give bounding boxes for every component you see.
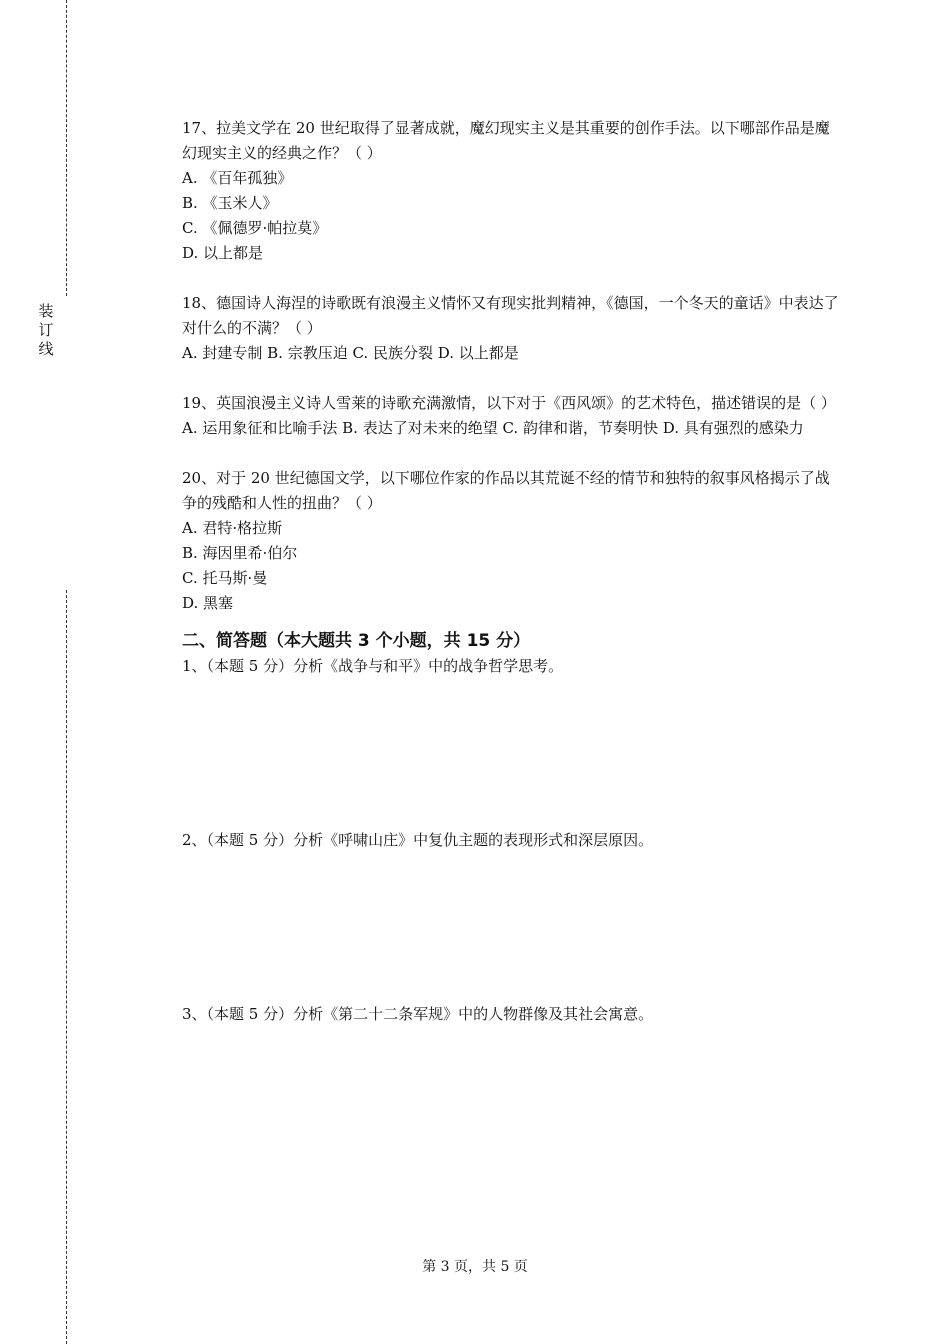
question-stem: 18、德国诗人海涅的诗歌既有浪漫主义情怀又有现实批判精神，《德国，一个冬天的童话》中表达了对什么的不满？（ ）: [182, 294, 839, 337]
binding-label-char: 装: [38, 302, 54, 320]
option-c: C. 《佩德罗·帕拉莫》: [182, 219, 328, 237]
option-c: C. 托马斯·曼: [182, 569, 268, 587]
option-d: D. 以上都是: [182, 244, 264, 262]
short-answer-question-3: 3、（本题 5 分）分析《第二十二条军规》中的人物群像及其社会寓意。: [182, 1005, 654, 1023]
binding-label-char: 线: [38, 340, 54, 358]
exam-content: [182, 116, 842, 1176]
section-title-short-answer: 二、简答题（本大题共 3 个小题，共 15 分）: [182, 631, 531, 651]
short-answer-question-2: 2、（本题 5 分）分析《呼啸山庄》中复仇主题的表现形式和深层原因。: [182, 831, 654, 849]
binding-line-bottom: [66, 590, 67, 1344]
binding-line-top: [66, 0, 67, 296]
binding-label-char: 订: [38, 321, 54, 339]
options-line: A. 封建专制 B. 宗教压迫 C. 民族分裂 D. 以上都是: [182, 344, 519, 362]
binding-label: [36, 302, 56, 359]
question-19: [182, 391, 842, 441]
option-d: D. 黑塞: [182, 594, 234, 612]
question-stem: 19、英国浪漫主义诗人雪莱的诗歌充满激情，以下对于《西风颂》的艺术特色，描述错误的是（ ）: [182, 394, 836, 412]
question-17: [182, 116, 842, 266]
option-a: A. 《百年孤独》: [182, 169, 293, 187]
option-b: B. 《玉米人》: [182, 194, 278, 212]
question-stem: 20、对于 20 世纪德国文学，以下哪位作家的作品以其荒诞不经的情节和独特的叙事风格揭示了战争的残酷和人性的扭曲？（ ）: [182, 469, 830, 512]
options-line: A. 运用象征和比喻手法 B. 表达了对未来的绝望 C. 韵律和谐，节奏明快 D. 具有强烈的感染力: [182, 419, 804, 437]
short-answer-question-1: 1、（本题 5 分）分析《战争与和平》中的战争哲学思考。: [182, 657, 564, 675]
option-a: A. 君特·格拉斯: [182, 519, 283, 537]
question-stem: 17、拉美文学在 20 世纪取得了显著成就，魔幻现实主义是其重要的创作手法。以下哪部作品是魔幻现实主义的经典之作？（ ）: [182, 119, 830, 162]
question-18: [182, 291, 842, 366]
page-footer: 第 3 页，共 5 页: [422, 1259, 528, 1275]
question-20: [182, 466, 842, 616]
option-b: B. 海因里希·伯尔: [182, 544, 298, 562]
